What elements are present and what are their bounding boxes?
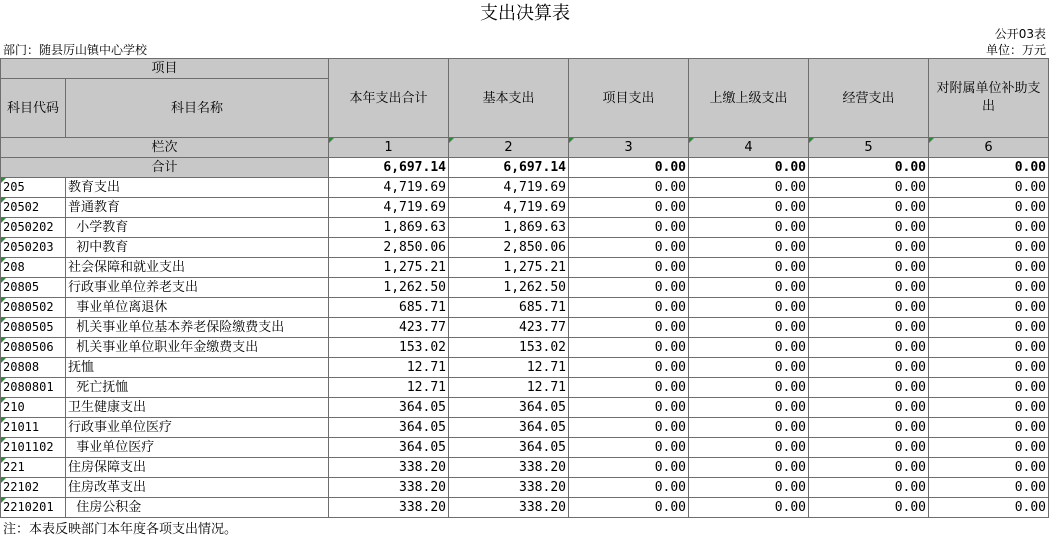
amount-cell: 4,719.69: [449, 178, 569, 198]
subject-code: 22102: [1, 478, 66, 498]
amount-cell: 423.77: [449, 318, 569, 338]
subject-code: 21011: [1, 418, 66, 438]
amount-cell: 0.00: [689, 318, 809, 338]
amount-cell: 4,719.69: [449, 198, 569, 218]
amount-cell: 0.00: [929, 238, 1049, 258]
table-row: [1, 278, 1049, 298]
amount-cell: 0.00: [689, 398, 809, 418]
amount-cell: 0.00: [689, 258, 809, 278]
subject-name: 社会保障和就业支出: [66, 258, 329, 278]
amount-cell: 338.20: [449, 478, 569, 498]
subject-name: 卫生健康支出: [66, 398, 329, 418]
total-cell: 0.00: [569, 158, 689, 178]
amount-cell: 0.00: [569, 498, 689, 518]
subject-name: 事业单位医疗: [66, 438, 329, 458]
subject-code: 2080505: [1, 318, 66, 338]
amount-cell: 0.00: [569, 398, 689, 418]
amount-cell: 0.00: [689, 378, 809, 398]
header-business: 经营支出: [809, 59, 929, 138]
table-row: [1, 238, 1049, 258]
amount-cell: 12.71: [329, 358, 449, 378]
amount-cell: 338.20: [329, 498, 449, 518]
amount-cell: 0.00: [809, 418, 929, 438]
subject-name: 抚恤: [66, 358, 329, 378]
amount-cell: 4,719.69: [329, 198, 449, 218]
table-row: [1, 378, 1049, 398]
index-cell: 4: [689, 138, 809, 158]
unit-label: 单位：万元: [985, 43, 1046, 57]
amount-cell: 0.00: [929, 398, 1049, 418]
table-row: [1, 478, 1049, 498]
table-row: [1, 198, 1049, 218]
subject-code: 2080502: [1, 298, 66, 318]
amount-cell: 0.00: [809, 338, 929, 358]
amount-cell: 338.20: [449, 498, 569, 518]
amount-cell: 1,262.50: [449, 278, 569, 298]
amount-cell: 0.00: [929, 298, 1049, 318]
amount-cell: 0.00: [929, 378, 1049, 398]
page-title: 支出决算表: [480, 3, 570, 24]
amount-cell: 0.00: [569, 438, 689, 458]
subject-name: 初中教育: [66, 238, 329, 258]
amount-cell: 0.00: [809, 298, 929, 318]
amount-cell: 0.00: [809, 178, 929, 198]
amount-cell: 0.00: [569, 358, 689, 378]
table-row: [1, 258, 1049, 278]
amount-cell: 0.00: [689, 438, 809, 458]
amount-cell: 0.00: [929, 198, 1049, 218]
amount-cell: 0.00: [689, 178, 809, 198]
document-number: 公开03表: [994, 27, 1046, 41]
amount-cell: 153.02: [329, 338, 449, 358]
amount-cell: 2,850.06: [329, 238, 449, 258]
amount-cell: 0.00: [569, 338, 689, 358]
amount-cell: 1,869.63: [449, 218, 569, 238]
amount-cell: 338.20: [329, 458, 449, 478]
header-total: 本年支出合计: [329, 59, 449, 138]
amount-cell: 338.20: [449, 458, 569, 478]
subject-name: 死亡抚恤: [66, 378, 329, 398]
amount-cell: 0.00: [689, 478, 809, 498]
amount-cell: 0.00: [569, 378, 689, 398]
table-row: [1, 398, 1049, 418]
subject-code: 2050202: [1, 218, 66, 238]
amount-cell: 0.00: [929, 438, 1049, 458]
amount-cell: 364.05: [329, 398, 449, 418]
subject-name: 住房公积金: [66, 498, 329, 518]
subject-name: 小学教育: [66, 218, 329, 238]
amount-cell: 0.00: [929, 358, 1049, 378]
department-label: 部门：随县厉山镇中心学校: [3, 43, 148, 57]
amount-cell: 0.00: [929, 258, 1049, 278]
amount-cell: 0.00: [929, 498, 1049, 518]
amount-cell: 0.00: [689, 458, 809, 478]
subject-code: 2080801: [1, 378, 66, 398]
amount-cell: 0.00: [689, 498, 809, 518]
amount-cell: 0.00: [929, 178, 1049, 198]
table-row: [1, 498, 1049, 518]
subject-name: 机关事业单位职业年金缴费支出: [66, 338, 329, 358]
subject-name: 住房保障支出: [66, 458, 329, 478]
amount-cell: 0.00: [689, 238, 809, 258]
subject-code: 20502: [1, 198, 66, 218]
index-cell: 1: [329, 138, 449, 158]
total-cell: 6,697.14: [449, 158, 569, 178]
amount-cell: 0.00: [809, 358, 929, 378]
amount-cell: 0.00: [929, 418, 1049, 438]
amount-cell: 0.00: [929, 478, 1049, 498]
amount-cell: 12.71: [449, 358, 569, 378]
total-row-label: 合计: [1, 158, 329, 178]
table-row: [1, 298, 1049, 318]
subject-name: 事业单位离退休: [66, 298, 329, 318]
total-cell: 6,697.14: [329, 158, 449, 178]
amount-cell: 0.00: [929, 338, 1049, 358]
subject-code: 20808: [1, 358, 66, 378]
footer-note: 注：本表反映部门本年度各项支出情况。: [3, 522, 238, 537]
table-row: [1, 418, 1049, 438]
subject-code: 221: [1, 458, 66, 478]
amount-cell: 0.00: [569, 278, 689, 298]
header-subsidy: 对附属单位补助支出: [929, 59, 1049, 138]
amount-cell: 0.00: [569, 198, 689, 218]
subject-name: 普通教育: [66, 198, 329, 218]
amount-cell: 0.00: [809, 218, 929, 238]
amount-cell: 338.20: [329, 478, 449, 498]
index-cell: 3: [569, 138, 689, 158]
header-code: 科目代码: [1, 79, 66, 138]
header-name: 科目名称: [66, 79, 329, 138]
amount-cell: 12.71: [449, 378, 569, 398]
header-item-group: 项目: [1, 59, 329, 79]
total-cell: 0.00: [809, 158, 929, 178]
amount-cell: 12.71: [329, 378, 449, 398]
table-row: [1, 318, 1049, 338]
subject-name: 住房改革支出: [66, 478, 329, 498]
amount-cell: 0.00: [809, 378, 929, 398]
amount-cell: 0.00: [809, 198, 929, 218]
amount-cell: 0.00: [569, 298, 689, 318]
amount-cell: 364.05: [329, 438, 449, 458]
amount-cell: 0.00: [689, 218, 809, 238]
subject-name: 行政事业单位医疗: [66, 418, 329, 438]
amount-cell: 0.00: [569, 318, 689, 338]
amount-cell: 0.00: [809, 238, 929, 258]
header-project: 项目支出: [569, 59, 689, 138]
total-cell: 0.00: [689, 158, 809, 178]
amount-cell: 0.00: [569, 458, 689, 478]
subject-name: 教育支出: [66, 178, 329, 198]
subject-name: 机关事业单位基本养老保险缴费支出: [66, 318, 329, 338]
expenditure-table: [0, 58, 1049, 518]
subject-code: 205: [1, 178, 66, 198]
amount-cell: 1,275.21: [329, 258, 449, 278]
subject-code: 20805: [1, 278, 66, 298]
amount-cell: 364.05: [329, 418, 449, 438]
amount-cell: 0.00: [809, 398, 929, 418]
table-row: [1, 218, 1049, 238]
amount-cell: 0.00: [689, 198, 809, 218]
subject-code: 208: [1, 258, 66, 278]
amount-cell: 0.00: [929, 318, 1049, 338]
amount-cell: 0.00: [809, 458, 929, 478]
amount-cell: 364.05: [449, 418, 569, 438]
total-cell: 0.00: [929, 158, 1049, 178]
amount-cell: 0.00: [569, 258, 689, 278]
amount-cell: 0.00: [569, 478, 689, 498]
amount-cell: 0.00: [929, 458, 1049, 478]
amount-cell: 0.00: [809, 498, 929, 518]
amount-cell: 1,869.63: [329, 218, 449, 238]
header-upper: 上缴上级支出: [689, 59, 809, 138]
index-cell: 5: [809, 138, 929, 158]
subject-code: 2050203: [1, 238, 66, 258]
amount-cell: 4,719.69: [329, 178, 449, 198]
amount-cell: 1,262.50: [329, 278, 449, 298]
amount-cell: 0.00: [689, 338, 809, 358]
amount-cell: 0.00: [689, 418, 809, 438]
amount-cell: 0.00: [689, 298, 809, 318]
amount-cell: 0.00: [569, 238, 689, 258]
subject-name: 行政事业单位养老支出: [66, 278, 329, 298]
amount-cell: 685.71: [449, 298, 569, 318]
amount-cell: 0.00: [569, 218, 689, 238]
amount-cell: 1,275.21: [449, 258, 569, 278]
index-row-label: 栏次: [1, 138, 329, 158]
amount-cell: 423.77: [329, 318, 449, 338]
amount-cell: 153.02: [449, 338, 569, 358]
index-cell: 6: [929, 138, 1049, 158]
amount-cell: 2,850.06: [449, 238, 569, 258]
header-basic: 基本支出: [449, 59, 569, 138]
table-row: [1, 338, 1049, 358]
amount-cell: 0.00: [809, 318, 929, 338]
table-row: [1, 178, 1049, 198]
amount-cell: 0.00: [809, 478, 929, 498]
amount-cell: 364.05: [449, 438, 569, 458]
amount-cell: 0.00: [569, 418, 689, 438]
subject-code: 2101102: [1, 438, 66, 458]
amount-cell: 0.00: [569, 178, 689, 198]
amount-cell: 0.00: [689, 278, 809, 298]
amount-cell: 0.00: [809, 438, 929, 458]
amount-cell: 0.00: [809, 258, 929, 278]
table-row: [1, 458, 1049, 478]
subject-code: 210: [1, 398, 66, 418]
table-row: [1, 358, 1049, 378]
subject-code: 2080506: [1, 338, 66, 358]
amount-cell: 364.05: [449, 398, 569, 418]
amount-cell: 0.00: [929, 278, 1049, 298]
amount-cell: 685.71: [329, 298, 449, 318]
amount-cell: 0.00: [689, 358, 809, 378]
table-row: [1, 438, 1049, 458]
subject-code: 2210201: [1, 498, 66, 518]
index-cell: 2: [449, 138, 569, 158]
amount-cell: 0.00: [809, 278, 929, 298]
amount-cell: 0.00: [929, 218, 1049, 238]
